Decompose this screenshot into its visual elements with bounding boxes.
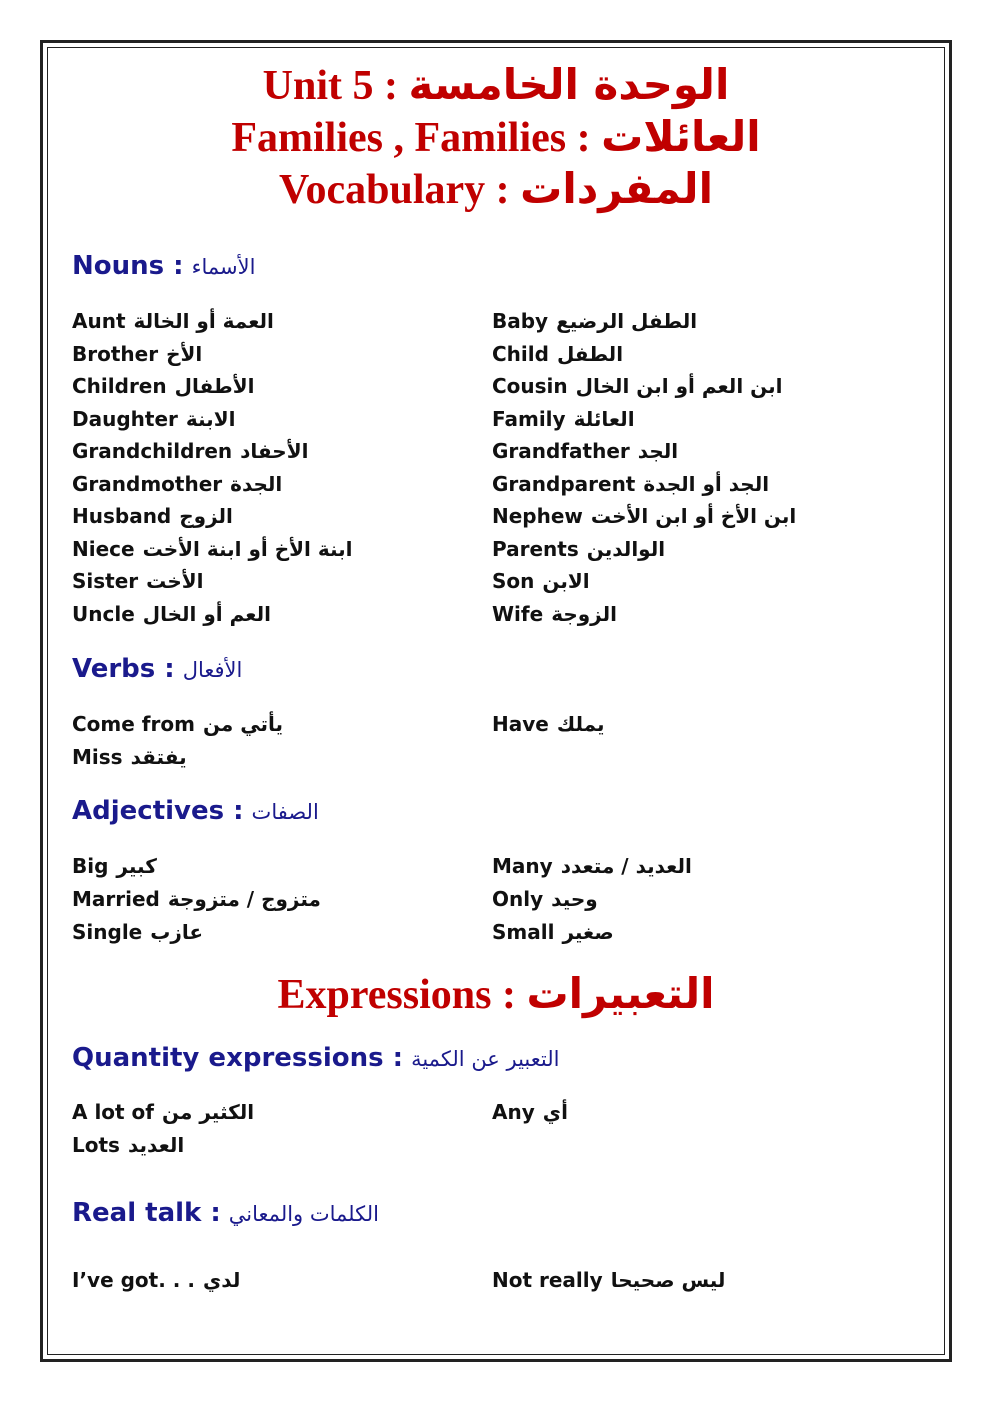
vocab-item bbox=[72, 571, 204, 591]
vocab-item bbox=[492, 922, 614, 942]
vocab-en: Grandfather bbox=[492, 439, 630, 463]
title-unit-en: Unit 5 : bbox=[262, 63, 398, 109]
vocab-item bbox=[492, 604, 617, 624]
vocab-en: Miss bbox=[72, 745, 123, 769]
vocab-item bbox=[72, 539, 353, 559]
section-heading-verbs bbox=[72, 656, 242, 682]
vocab-ar: أي bbox=[542, 1100, 568, 1124]
vocab-ar: يملك bbox=[556, 712, 605, 736]
vocab-ar: ابن الأخ أو ابن الأخت bbox=[590, 504, 797, 528]
title-families-en: Families , Families : bbox=[231, 115, 591, 161]
vocab-ar: متزوج / متزوجة bbox=[167, 887, 321, 911]
vocab-item bbox=[492, 344, 623, 364]
vocab-ar: الطفل الرضيع bbox=[556, 309, 698, 333]
section-heading-nouns bbox=[72, 253, 255, 279]
title-families-ar: العائلات bbox=[601, 112, 761, 161]
vocab-en: Not really bbox=[492, 1268, 603, 1292]
vocab-en: Grandparent bbox=[492, 472, 636, 496]
vocab-en: Big bbox=[72, 854, 109, 878]
vocab-ar: العمة أو الخالة bbox=[133, 309, 274, 333]
vocab-en: Nephew bbox=[492, 504, 583, 528]
vocab-item bbox=[72, 922, 203, 942]
vocab-en: Many bbox=[492, 854, 553, 878]
vocab-en: Single bbox=[72, 920, 143, 944]
vocab-item bbox=[72, 441, 308, 461]
vocab-item bbox=[72, 714, 283, 734]
vocab-item bbox=[72, 1270, 240, 1290]
title-vocab-en: Vocabulary : bbox=[279, 167, 510, 213]
vocab-ar: الكثير من bbox=[162, 1100, 255, 1124]
vocab-item bbox=[72, 1135, 184, 1155]
vocab-ar: صغير bbox=[562, 920, 614, 944]
vocab-en: Aunt bbox=[72, 309, 126, 333]
vocab-ar: ليس صحيحا bbox=[610, 1268, 726, 1292]
section-heading-adjectives bbox=[72, 798, 319, 824]
vocab-ar: كبير bbox=[116, 854, 157, 878]
vocab-en: Wife bbox=[492, 602, 544, 626]
vocab-en: Children bbox=[72, 374, 167, 398]
vocab-ar: يأتي من bbox=[202, 712, 284, 736]
section-heading-ar: الكلمات والمعاني bbox=[228, 1202, 379, 1226]
vocab-ar: الجدة bbox=[230, 472, 283, 496]
vocab-en: Lots bbox=[72, 1133, 120, 1157]
vocab-ar: عازب bbox=[150, 920, 204, 944]
vocab-item bbox=[492, 1102, 568, 1122]
title-unit bbox=[0, 60, 992, 109]
vocab-item bbox=[72, 311, 274, 331]
vocab-ar: العم أو الخال bbox=[142, 602, 271, 626]
vocab-item bbox=[492, 409, 635, 429]
section-heading-en: Adjectives : bbox=[72, 796, 244, 826]
vocab-item bbox=[492, 441, 678, 461]
vocab-ar: الزوج bbox=[179, 504, 233, 528]
vocab-en: Have bbox=[492, 712, 549, 736]
vocab-ar: الأخت bbox=[146, 569, 204, 593]
vocab-en: Come from bbox=[72, 712, 195, 736]
title-expressions bbox=[0, 969, 992, 1018]
vocab-item bbox=[492, 1270, 725, 1290]
vocab-en: Child bbox=[492, 342, 549, 366]
vocab-ar: الابنة bbox=[185, 407, 236, 431]
section-heading-en: Nouns : bbox=[72, 251, 184, 281]
vocab-en: Brother bbox=[72, 342, 159, 366]
vocab-en: Grandchildren bbox=[72, 439, 233, 463]
vocab-en: Any bbox=[492, 1100, 535, 1124]
vocab-en: I’ve got. . . bbox=[72, 1268, 195, 1292]
title-expressions-en: Expressions : bbox=[277, 972, 516, 1018]
vocab-item bbox=[492, 571, 590, 591]
vocab-en: Daughter bbox=[72, 407, 178, 431]
vocab-item bbox=[72, 889, 321, 909]
title-expressions-ar: التعبيرات bbox=[526, 969, 715, 1018]
vocab-item bbox=[492, 714, 605, 734]
vocab-item bbox=[72, 409, 235, 429]
vocab-ar: ابن العم أو ابن الخال bbox=[575, 374, 783, 398]
vocab-ar: الوالدين bbox=[586, 537, 666, 561]
vocab-en: Married bbox=[72, 887, 160, 911]
section-heading-ar: الصفات bbox=[251, 800, 319, 824]
vocab-en: Sister bbox=[72, 569, 139, 593]
vocab-item bbox=[72, 344, 202, 364]
vocab-ar: الزوجة bbox=[551, 602, 617, 626]
title-vocab-ar: المفردات bbox=[520, 164, 713, 213]
vocab-ar: الطفل bbox=[556, 342, 624, 366]
vocab-item bbox=[72, 376, 254, 396]
vocab-ar: الابن bbox=[542, 569, 590, 593]
section-heading-quantity bbox=[72, 1045, 559, 1071]
vocab-ar: لدي bbox=[202, 1268, 241, 1292]
vocab-ar: يفتقد bbox=[130, 745, 187, 769]
vocab-en: Small bbox=[492, 920, 555, 944]
vocab-en: Husband bbox=[72, 504, 172, 528]
vocab-en: Grandmother bbox=[72, 472, 223, 496]
vocab-en: Uncle bbox=[72, 602, 135, 626]
page-border-inner bbox=[47, 47, 945, 1355]
vocab-ar: الأطفال bbox=[174, 374, 255, 398]
vocab-item bbox=[492, 856, 692, 876]
vocab-item bbox=[492, 506, 796, 526]
section-heading-ar: الأفعال bbox=[182, 658, 243, 682]
section-heading-en: Quantity expressions : bbox=[72, 1043, 404, 1073]
vocab-item bbox=[72, 856, 157, 876]
vocab-ar: الأحفاد bbox=[240, 439, 309, 463]
vocab-item bbox=[492, 311, 697, 331]
vocab-ar: العائلة bbox=[573, 407, 635, 431]
vocab-en: Parents bbox=[492, 537, 579, 561]
vocab-ar: وحيد bbox=[551, 887, 598, 911]
section-heading-en: Verbs : bbox=[72, 654, 175, 684]
vocab-item bbox=[492, 474, 769, 494]
vocab-en: Son bbox=[492, 569, 535, 593]
vocab-en: Baby bbox=[492, 309, 549, 333]
vocab-item bbox=[72, 747, 187, 767]
vocab-item bbox=[72, 1102, 254, 1122]
vocab-ar: الأخ bbox=[166, 342, 203, 366]
title-families bbox=[0, 112, 992, 161]
vocab-ar: الجد bbox=[637, 439, 679, 463]
section-heading-ar: التعبير عن الكمية bbox=[411, 1047, 560, 1071]
section-heading-en: Real talk : bbox=[72, 1198, 221, 1228]
section-heading-ar: الأسماء bbox=[191, 255, 256, 279]
title-vocabulary bbox=[0, 164, 992, 213]
vocab-en: A lot of bbox=[72, 1100, 155, 1124]
vocab-ar: ابنة الأخ أو ابنة الأخت bbox=[142, 537, 353, 561]
vocab-item bbox=[72, 604, 271, 624]
vocab-item bbox=[72, 474, 282, 494]
vocab-ar: العديد / متعدد bbox=[560, 854, 692, 878]
vocab-ar: الجد أو الجدة bbox=[643, 472, 770, 496]
vocab-item bbox=[492, 539, 665, 559]
vocab-item bbox=[72, 506, 233, 526]
vocab-en: Niece bbox=[72, 537, 135, 561]
title-unit-ar: الوحدة الخامسة bbox=[408, 60, 730, 109]
vocab-ar: العديد bbox=[127, 1133, 185, 1157]
vocab-item bbox=[492, 376, 783, 396]
vocab-item bbox=[492, 889, 598, 909]
vocab-en: Cousin bbox=[492, 374, 568, 398]
vocab-en: Only bbox=[492, 887, 544, 911]
vocab-en: Family bbox=[492, 407, 566, 431]
section-heading-realtalk bbox=[72, 1200, 379, 1226]
